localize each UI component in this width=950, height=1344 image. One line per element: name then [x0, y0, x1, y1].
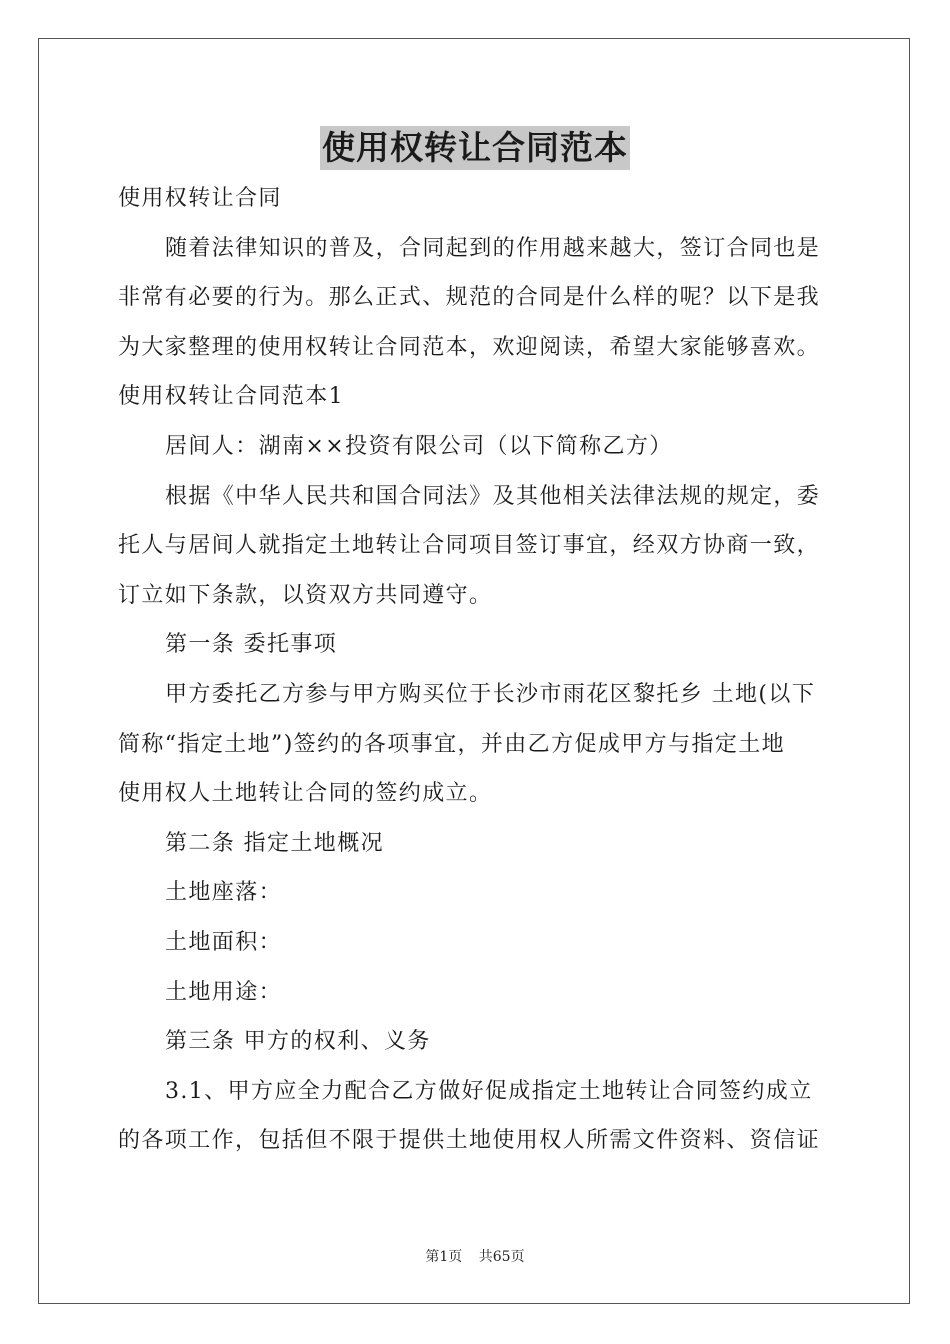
paragraph-line: 为大家整理的使用权转让合同范本，欢迎阅读，希望大家能够喜欢。: [118, 334, 821, 360]
paragraph-line: 第三条 甲方的权利、义务: [165, 1029, 431, 1055]
page-number-total: 共65页: [478, 1249, 525, 1265]
page-number-current: 第1页: [425, 1249, 463, 1265]
paragraph-line: 使用权人土地转让合同的签约成立。: [118, 781, 493, 807]
paragraph-line: 的各项工作，包括但不限于提供土地使用权人所需文件资料、资信证: [118, 1128, 821, 1154]
paragraph-line: 土地面积：: [165, 929, 283, 955]
paragraph-line: 居间人：湖南××投资有限公司（以下简称乙方）: [165, 433, 673, 459]
paragraph-line: 土地座落：: [165, 880, 283, 906]
paragraph-line: 订立如下条款，以资双方共同遵守。: [118, 582, 493, 608]
paragraph-line: 根据《中华人民共和国合同法》及其他相关法律法规的规定，委: [165, 483, 821, 509]
document-title: 使用权转让合同范本: [320, 126, 630, 170]
paragraph-line: 使用权转让合同范本1: [118, 384, 344, 410]
paragraph-line: 甲方委托乙方参与甲方购买位于长沙市雨花区黎托乡 土地(以下: [165, 681, 816, 707]
paragraph-line: 土地用途：: [165, 979, 283, 1005]
paragraph-line: 第二条 指定土地概况: [165, 830, 384, 856]
paragraph-line: 使用权转让合同: [118, 186, 282, 211]
page-footer: [0, 1246, 950, 1266]
paragraph-line: 随着法律知识的普及，合同起到的作用越来越大，签订合同也是: [165, 235, 821, 261]
paragraph-line: 托人与居间人就指定土地转让合同项目签订事宜，经双方协商一致，: [118, 533, 821, 559]
paragraph-line: 非常有必要的行为。那么正式、规范的合同是什么样的呢？以下是我: [118, 285, 821, 311]
paragraph-line: 简称“指定土地”)签约的各项事宜，并由乙方促成甲方与指定土地: [118, 731, 786, 757]
paragraph-line: 第一条 委托事项: [165, 632, 338, 658]
paragraph-line: 3.1、甲方应全力配合乙方做好促成指定土地转让合同签约成立: [165, 1078, 813, 1104]
document-body: [118, 174, 834, 1166]
document-title-container: [0, 126, 950, 170]
